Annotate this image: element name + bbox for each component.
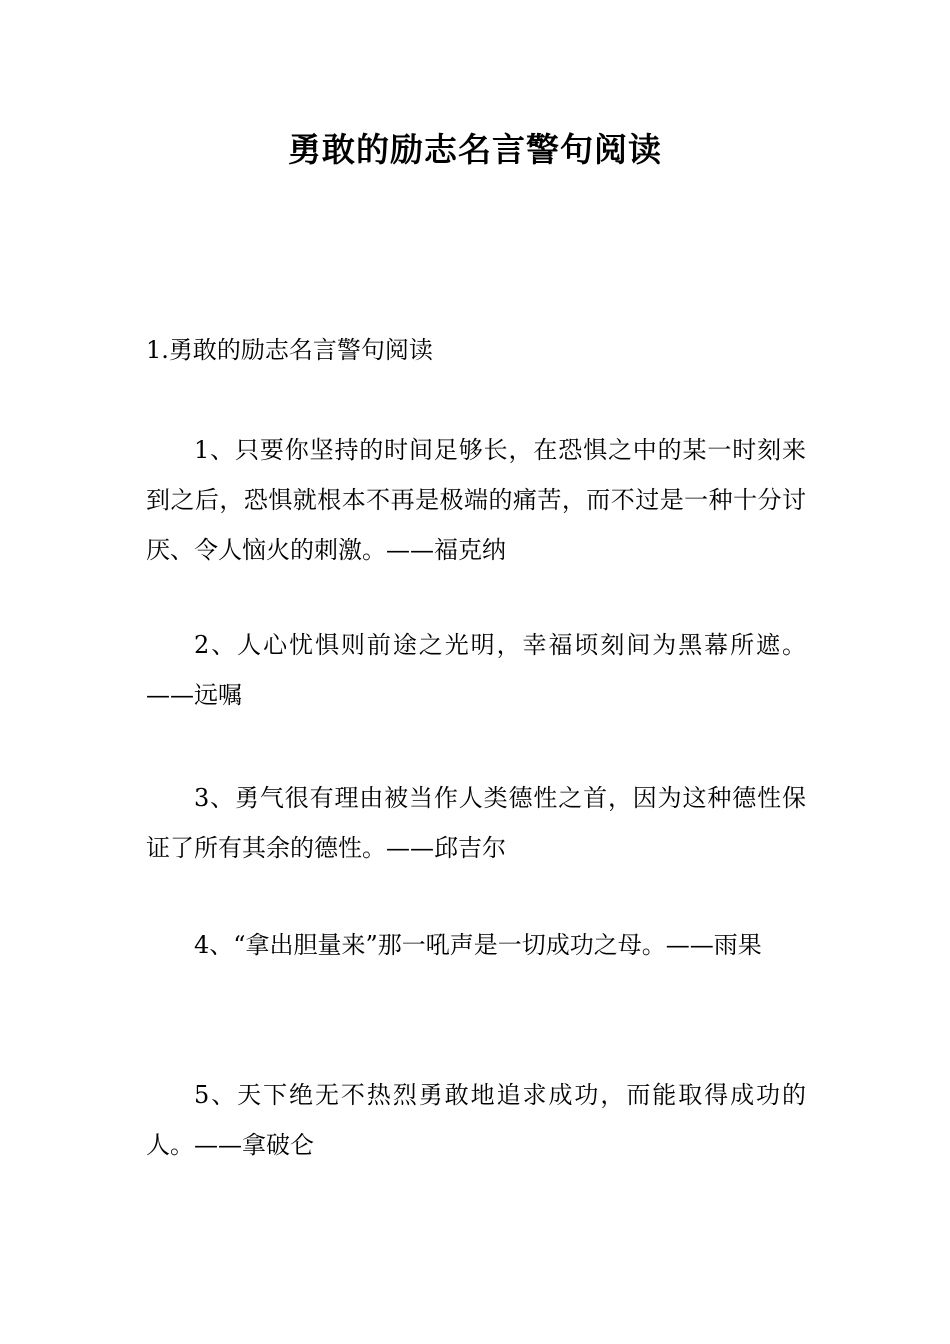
quote-item: 3、勇气很有理由被当作人类德性之首，因为这种德性保证了所有其余的德性。——邱吉尔	[146, 784, 806, 862]
quote-item: 5、天下绝无不热烈勇敢地追求成功，而能取得成功的人。——拿破仑	[146, 1081, 806, 1159]
quote-item: 2、人心忧惧则前途之光明，幸福顷刻间为黑幕所遮。——远嘱	[146, 631, 806, 709]
quote-item: 1、只要你坚持的时间足够长，在恐惧之中的某一时刻来到之后，恐惧就根本不再是极端的痛苦，而不过是一种十分讨厌、令人恼火的刺激。——福克纳	[146, 436, 806, 564]
document-title: 勇敢的励志名言警句阅读	[288, 130, 662, 169]
section-heading: 1.勇敢的励志名言警句阅读	[146, 336, 433, 364]
quote-item: 4、“拿出胆量来”那一吼声是一切成功之母。——雨果	[194, 931, 762, 959]
